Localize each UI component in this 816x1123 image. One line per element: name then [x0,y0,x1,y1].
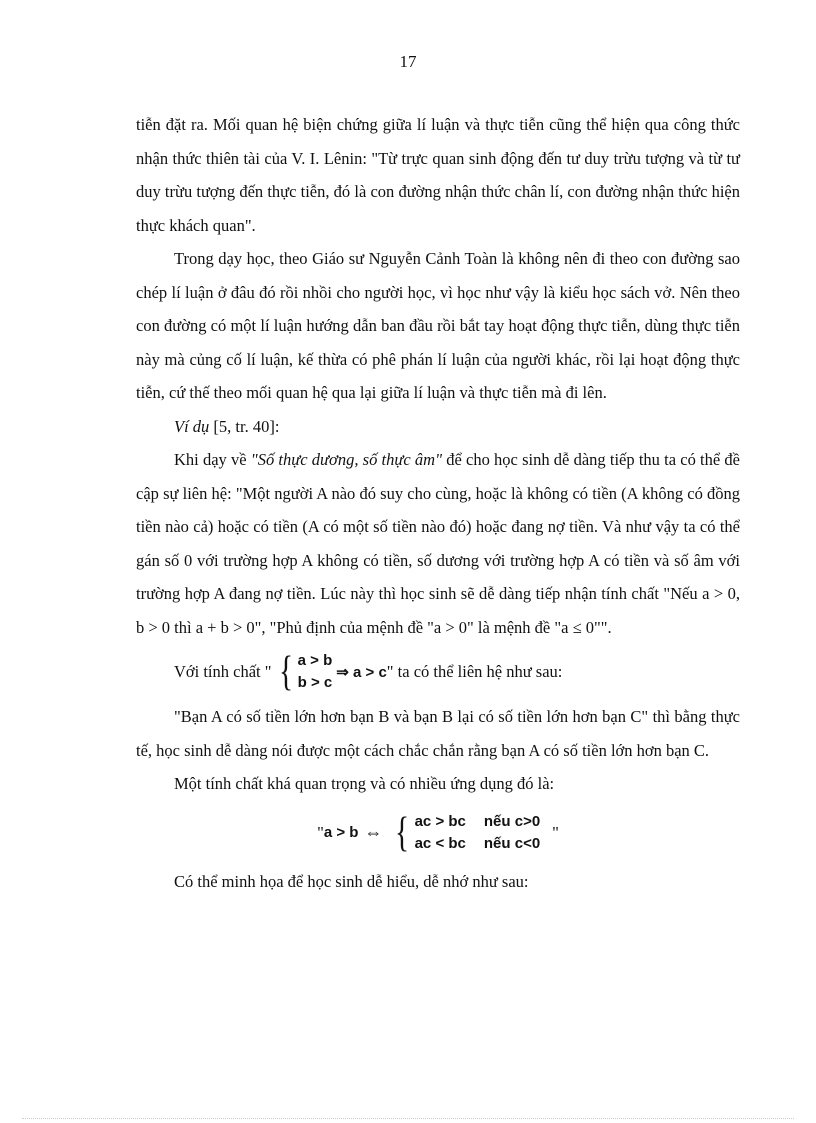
paragraph-real-numbers [136,443,740,644]
page-number: 17 [399,52,417,71]
paragraph-teaching-approach: Trong dạy học, theo Giáo sư Nguyễn Cảnh Toàn là không nên đi theo con đường sao chép lí luận ở đâu đó rồi nhồi cho người học, vì học như vậy là kiểu học sách vở. Nên theo con đường có một lí luận hướng dẫn ban đầu rồi bắt tay hoạt động thực tiễn, dùng thực tiễn này mà củng cố lí luận, kế thừa có phê phán lí luận của người khác, rồi lại hoạt động thực tiễn, cứ thế theo mối quan hệ qua lại giữa lí luận và thực tiễn mà đi lên. [136,249,740,402]
page-bottom-border [22,1118,794,1119]
transitivity-property-line [136,644,740,700]
transitivity-conclusion: ⇒ a > c [336,664,387,681]
paragraph-illustration-intro: Có thể minh họa để học sinh dễ hiểu, dễ nhớ như sau: [174,871,529,891]
paragraph-important-property: Một tính chất khá quan trọng và có nhiều ứng dụng đó là: [174,774,555,793]
left-brace: { [278,649,293,695]
transitivity-system [276,650,333,694]
paragraph-lenin-formula: tiễn đặt ra. Mối quan hệ biện chứng giữa lí luận và thực tiễn cũng thể hiện qua công thức nhận thức thiên tài của V. I. Lênin: "Từ trực quan sinh động đến tư duy trừu tượng và từ tư duy trừu tượng đến thực tiễn, đó là con đường nhận thức chân lí, con đường nhận thức hiện thực khách quan". [136,115,740,235]
formula-cond-1: nếu c>0 [483,812,541,830]
multiplication-property-formula [136,805,740,861]
formula-close-quote: " [552,822,559,842]
example-label: Ví dụ [174,416,210,436]
formula-row-2: ac < bc [414,834,466,852]
system-row-1: a > b [297,652,333,669]
p4-after: " ta có thể liên hệ như sau: [386,662,563,681]
p4-before: Với tính chất " [174,662,272,681]
p3-start: Khi dạy về [174,450,251,469]
paragraph-money-example: "Bạn A có số tiền lớn hơn bạn B và bạn B lại có số tiền lớn hơn bạn C" thì bằng thực tế, học sinh dễ dàng nói được một cách chắc chắn rằng bạn A có số tiền lớn hơn bạn C. [136,707,740,760]
formula-row-1: ac > bc [414,812,466,830]
formula-open-quote: " [317,822,324,842]
formula-iff: ⇔ [364,822,383,842]
formula-lhs: a > b [323,824,359,841]
formula-system [392,811,540,855]
p3-topic: "Số thực dương, số thực âm" [250,450,443,469]
left-brace: { [395,809,410,856]
formula-cond-2: nếu c<0 [483,834,541,852]
system-row-2: b > c [297,674,333,691]
document-body [136,108,740,898]
example-heading [136,410,740,444]
p3-rest: để cho học sinh dễ dàng tiếp thu ta có thể đề cập sự liên hệ: "Một người A nào đó suy cho cùng, hoặc là không có tiền (A không có đồng tiền nào cả) hoặc có tiền (A có một số tiền nào đó) hoặc đang nợ tiền. Và như vậy ta có thể gán số 0 với trường hợp A không có tiền, số dương với trường hợp A có tiền và số âm với trường hợp A đang nợ tiền. Lúc này thì học sinh sẽ dễ dàng tiếp nhận tính chất "Nếu a > 0, b > 0 thì a + b > 0", "Phủ định của mệnh đề "a > 0" là mệnh đề "a ≤ 0"". [136,450,740,637]
example-reference: [5, tr. 40]: [209,416,280,436]
